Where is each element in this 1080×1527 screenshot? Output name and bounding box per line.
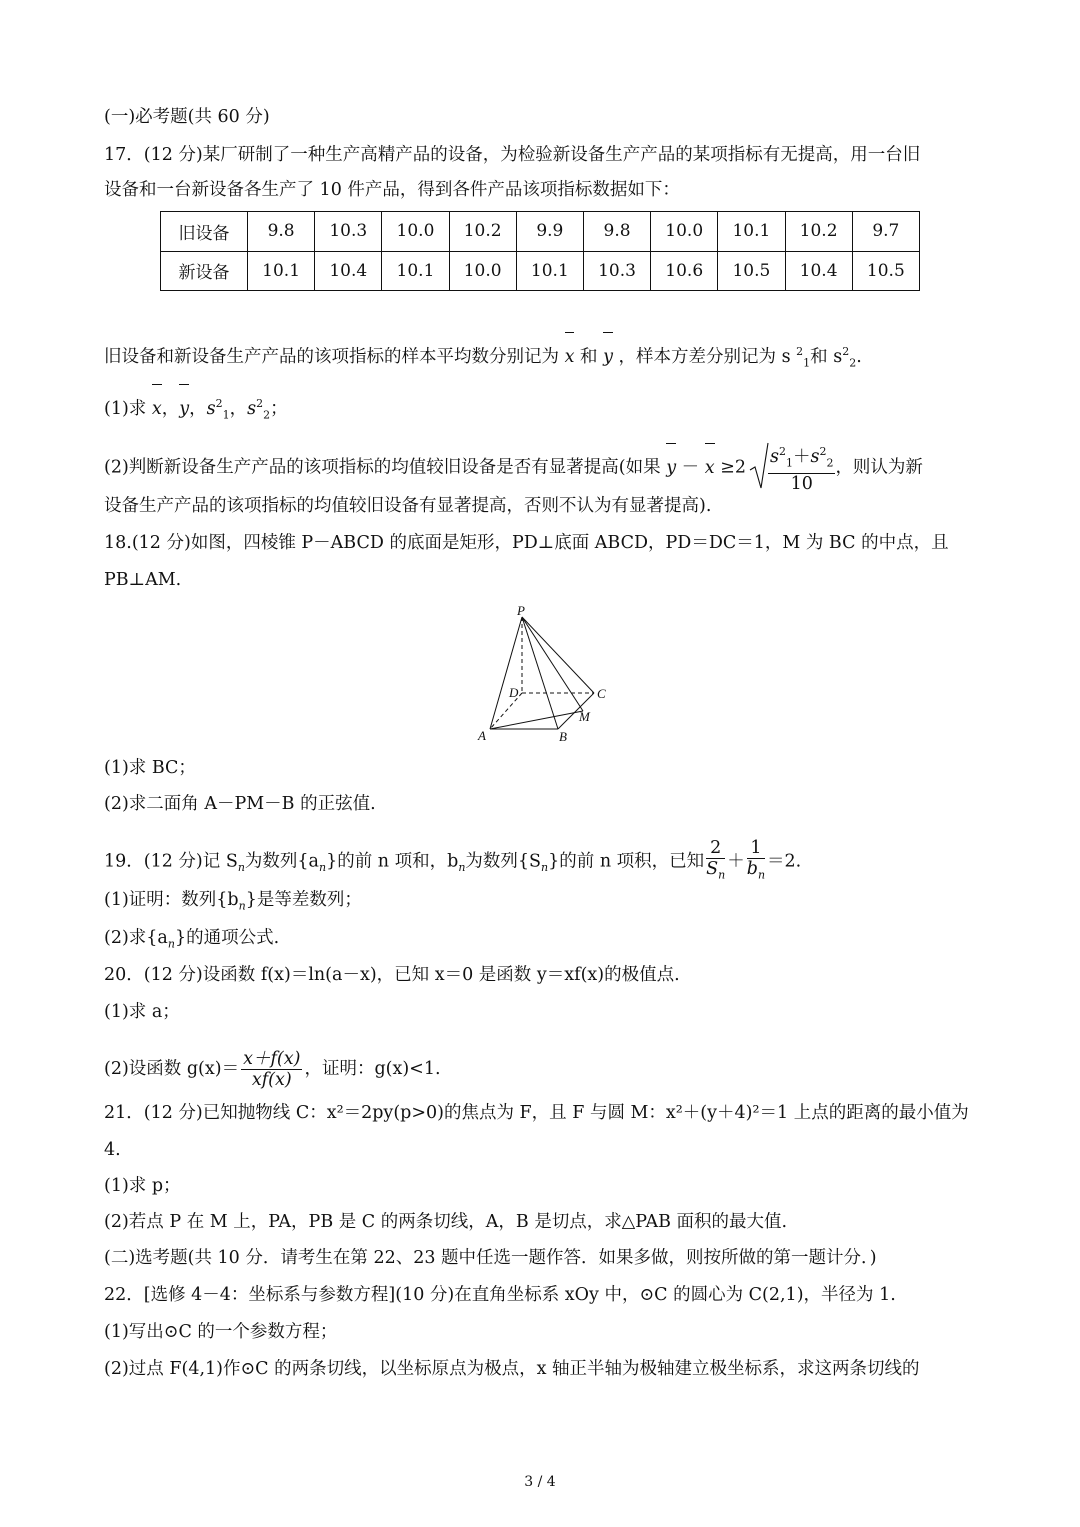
table-cell: 10.4	[315, 251, 382, 291]
vertex-label-a: A	[478, 728, 486, 743]
page-number: 3 / 4	[524, 1474, 556, 1490]
table-cell: 9.9	[516, 212, 583, 252]
table-cell: 10.5	[718, 251, 785, 291]
vertex-label-d: D	[509, 685, 519, 700]
table-cell: 10.1	[248, 251, 315, 291]
table-row-new	[161, 251, 920, 291]
vertex-label-p: P	[517, 603, 525, 618]
q17-description: 旧设备和新设备生产产品的该项指标的样本平均数分别记为 x 和 y ，样本方差分别记为 s $^2_1$和 $s^2_2$.	[104, 345, 862, 370]
vertex-label-c: C	[597, 686, 606, 701]
table-cell: 10.1	[516, 251, 583, 291]
table-row-old	[161, 212, 920, 252]
q17-stem-line1: 17．(12 分)某厂研制了一种生产高精产品的设备，为检验新设备生产产品的某项指标有无提高，用一台旧	[104, 145, 921, 165]
q19-part1: (1)证明：数列$\{b_n\}$是等差数列；	[104, 890, 362, 913]
q20-stem: 20．(12 分)设函数 f(x)＝ln(a－x)，已知 x＝0 是函数 y＝xf(x)的极值点.	[104, 965, 680, 985]
table-cell: 10.3	[315, 212, 382, 252]
vertex-label-m: M	[579, 709, 590, 724]
row-label-old: 旧设备	[161, 212, 248, 252]
q21-part2: (2)若点 P 在 M 上，PA，PB 是 C 的两条切线，A，B 是切点，求△PAB 面积的最大值.	[104, 1212, 788, 1232]
q17-data-table	[160, 211, 920, 291]
q22-part2: (2)过点 F(4,1)作⊙C 的两条切线，以坐标原点为极点，x 轴正半轴为极轴建立极坐标系，求这两条切线的	[104, 1359, 920, 1379]
q19-part2: (2)求$\{a_n\}$的通项公式.	[104, 928, 280, 951]
vertex-label-b: B	[559, 729, 567, 743]
table-cell: 10.6	[651, 251, 718, 291]
sqrt-expression: $\frac{s^2_1+s^2_2}{10}$	[748, 442, 835, 494]
pyramid-figure	[466, 603, 616, 743]
table-cell: 9.8	[248, 212, 315, 252]
table-cell: 10.3	[583, 251, 650, 291]
q21-stem-line2: 4.	[104, 1140, 121, 1160]
table-cell: 10.2	[785, 212, 852, 252]
table-cell: 10.1	[382, 251, 449, 291]
q21-part1: (1)求 p；	[104, 1176, 181, 1196]
table-cell: 10.0	[382, 212, 449, 252]
q19-stem: 19．(12 分)记 $S_n$为数列$\{a_n\}$的前 n 项和，$b_n$为数列$\{S_n\}$的前 n 项积，已知 $\frac{2}{S_n}$ ＋ $\frac{1}{b_n}$ ＝2.	[104, 838, 802, 882]
q22-part1: (1)写出⊙C 的一个参数方程；	[104, 1322, 338, 1342]
table-cell: 10.4	[785, 251, 852, 291]
table-cell: 10.0	[651, 212, 718, 252]
q17-part2-line2: 设备生产产品的该项指标的均值较旧设备有显著提高，否则不认为有显著提高).	[104, 496, 712, 516]
q20-part1: (1)求 a；	[104, 1002, 180, 1022]
q17-part1: (1)求 x，y，$s^2_1$，$s^2_2$；	[104, 397, 288, 422]
table-cell: 10.5	[852, 251, 919, 291]
table-cell: 9.7	[852, 212, 919, 252]
table-cell: 9.8	[583, 212, 650, 252]
q17-part2: (2)判断新设备生产产品的该项指标的均值较旧设备是否有显著提高(如果 y － x ≥2 $\frac{s^2_1+s^2_2}{10}$ ，则认为新	[104, 442, 923, 494]
table-cell: 10.0	[449, 251, 516, 291]
q18-stem-line2: PB⊥AM.	[104, 570, 182, 590]
section-heading-optional: (二)选考题(共 10 分．请考生在第 22、23 题中任选一题作答．如果多做，则按所做的第一题计分．)	[104, 1248, 877, 1268]
table-cell: 10.1	[718, 212, 785, 252]
q21-stem-line1: 21．(12 分)已知抛物线 C：x²＝2py(p>0)的焦点为 F，且 F 与圆 M：x²＋(y＋4)²＝1 上点的距离的最小值为	[104, 1103, 969, 1123]
q18-part1: (1)求 BC；	[104, 758, 196, 778]
q18-part2: (2)求二面角 A－PM－B 的正弦值.	[104, 794, 376, 814]
q20-part2: (2)设函数 g(x)＝ $\frac{x+f(x)}{xf(x)}$ ，证明：g(x)<1.	[104, 1049, 441, 1090]
section-heading-required: (一)必考题(共 60 分)	[104, 107, 270, 127]
q18-stem-line1: 18.(12 分)如图，四棱锥 P－ABCD 的底面是矩形，PD⊥底面 ABCD，PD＝DC＝1，M 为 BC 的中点，且	[104, 533, 949, 553]
q17-stem-line2: 设备和一台新设备各生产了 10 件产品，得到各件产品该项指标数据如下：	[104, 180, 680, 200]
q22-stem: 22．[选修 4－4：坐标系与参数方程](10 分)在直角坐标系 xOy 中，⊙C 的圆心为 C(2,1)，半径为 1.	[104, 1285, 896, 1305]
table-cell: 10.2	[449, 212, 516, 252]
row-label-new: 新设备	[161, 251, 248, 291]
